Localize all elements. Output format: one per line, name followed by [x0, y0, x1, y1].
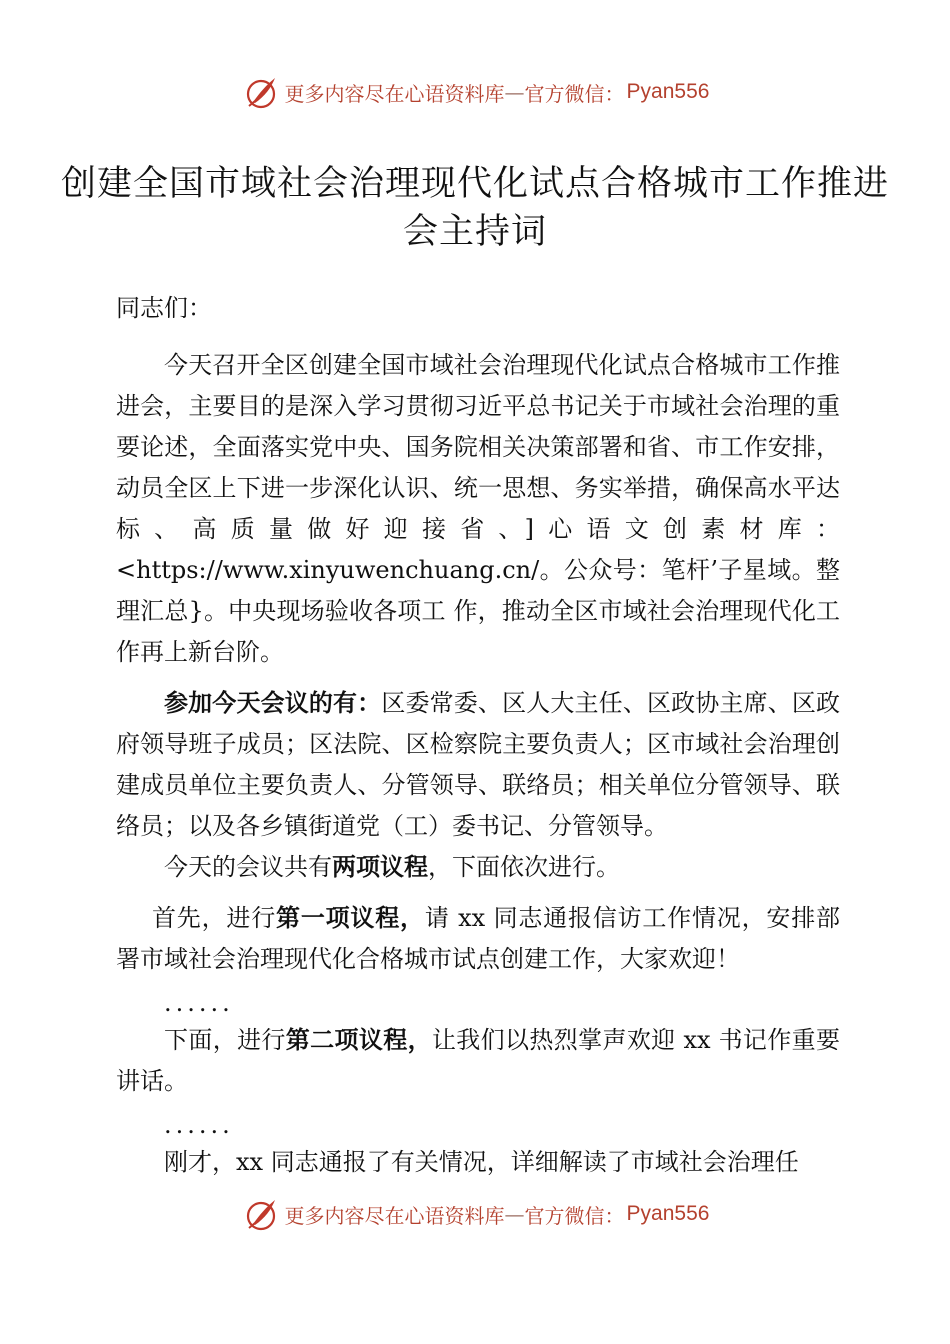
watermark-label: 官方微信：: [524, 81, 625, 106]
ellipsis-2: ......: [164, 1111, 234, 1139]
first-item-post: 请 xx 同志通报信访工作情况，安排部署市域社会治理现代化合格城市试点创建工作，大家欢迎！: [116, 904, 841, 973]
first-item-pre: 首先，进行: [152, 904, 277, 932]
paragraph-first-item: [116, 898, 840, 980]
watermark-separator: —: [504, 1202, 525, 1226]
document-title: 创建全国市域社会治理现代化试点合格城市工作推进会主持词: [60, 164, 889, 252]
watermark-text: 更多内容尽在心语资料库: [284, 81, 505, 106]
watermark-text: 更多内容尽在心语资料库: [284, 1203, 505, 1228]
intro-text: 今天召开全区创建全国市域社会治理现代化试点合格城市工作推进会，主要目的是深入学习贯彻习近平总书记关于市域社会治理的重要论述，全面落实党中央、国务院相关决策部署和省、市工作安排，动员全区上下进一步深化认识、统一思想、务实举措，确保高水平达标、高质量做好迎接省、]心语文创素材库：: [116, 351, 840, 543]
watermark-header: [0, 70, 950, 114]
attendees-lead: 参加今天会议的有：: [164, 689, 382, 717]
paragraph-intro: [116, 345, 840, 673]
ellipsis-1: ......: [164, 989, 234, 1017]
first-item-strong: 第一项议程，: [276, 904, 425, 932]
paragraph-agenda-count: [116, 847, 840, 888]
watermark-label: 官方微信：: [524, 1203, 625, 1228]
watermark-footer: [0, 1192, 950, 1236]
second-item-post: 让我们以热烈掌声欢迎 xx 书记作重要讲话。: [116, 1026, 841, 1095]
second-item-strong: 第二项议程，: [285, 1026, 432, 1054]
quill-logo-icon: [241, 1194, 281, 1234]
agenda-count-pre: 今天的会议共有: [164, 853, 332, 881]
watermark-wechat-id: Pyan556: [626, 1202, 710, 1225]
salutation: 同志们：: [116, 294, 212, 322]
quill-logo-icon: [241, 72, 281, 112]
agenda-count-post: ，下面依次进行。: [428, 853, 620, 881]
agenda-count-strong: 两项议程: [332, 853, 428, 881]
paragraph-attendees: [116, 683, 840, 847]
watermark-wechat-id: Pyan556: [626, 80, 710, 103]
paragraph-summary: 刚才，xx 同志通报了有关情况，详细解读了市域社会治理任: [164, 1148, 799, 1176]
watermark-separator: —: [504, 80, 525, 104]
intro-tail: 公众号：笔杆’子星域。整理汇总}。中央现场验收各项工 作，推动全区市域社会治理现代化工作再上新台阶。: [116, 556, 840, 666]
second-item-pre: 下面，进行: [164, 1026, 286, 1054]
intro-url: <https://www.xinyuwenchuang.cn/。: [116, 556, 564, 584]
attendees-text: 区委常委、区人大主任、区政协主席、区政府领导班子成员；区法院、区检察院主要负责人；区市域社会治理创建成员单位主要负责人、分管领导、联络员；相关单位分管领导、联络员；以及各乡镇街道党（工）委书记、分管领导。: [116, 689, 841, 840]
paragraph-second-item: [116, 1020, 840, 1102]
document-body: [116, 288, 840, 1183]
